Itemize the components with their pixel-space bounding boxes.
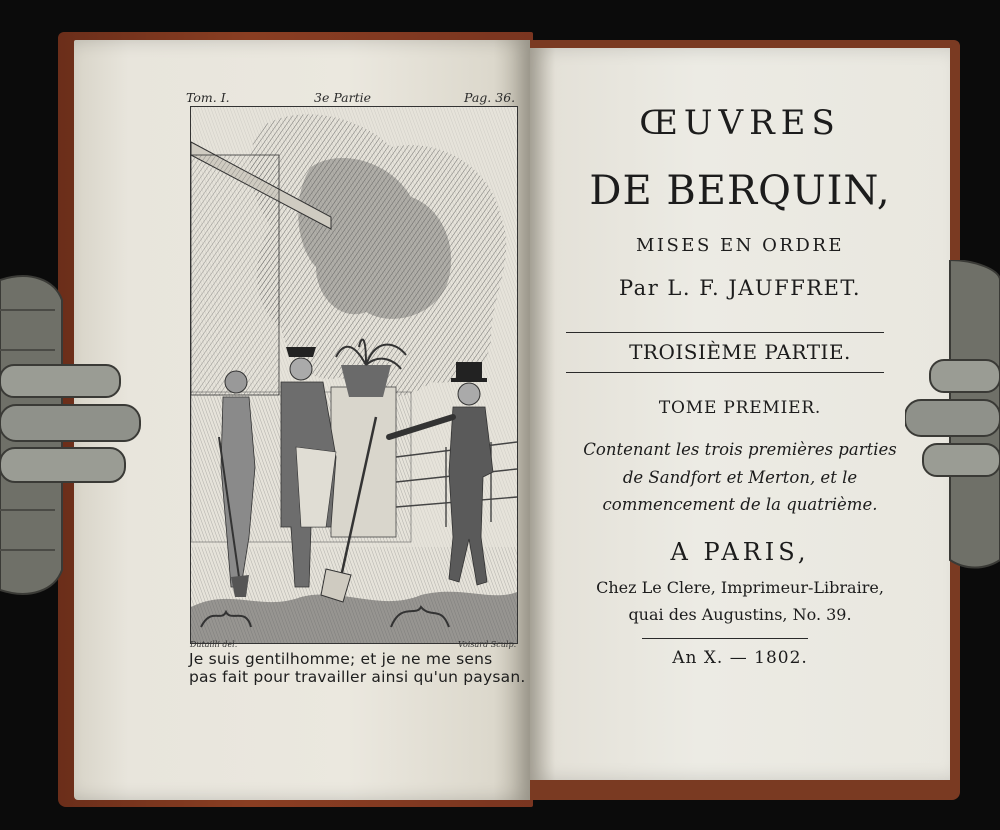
engraver-credit: Voisard Sculp. (458, 640, 517, 649)
rule-top (566, 332, 884, 333)
engraving-illustration (190, 106, 518, 644)
plate-header-page: Pag. 36. (464, 90, 516, 105)
title-section: TROISIÈME PARTIE. (629, 340, 851, 364)
title-oeuvres: ŒUVRES (639, 103, 841, 143)
plate-caption-line2: pas fait pour travailler ainsi qu'un paysan. (189, 668, 526, 686)
title-tome: TOME PREMIER. (658, 398, 822, 418)
plate-header (186, 90, 516, 106)
contents-line2: de Sandfort et Merton, et le (622, 468, 858, 487)
illustrator-credit: Dutailli del. (190, 640, 238, 649)
rule-bottom (566, 372, 884, 373)
imprint-city: A PARIS, (670, 538, 810, 566)
plate-header-partie: 3e Partie (314, 90, 372, 105)
contents-line1: Contenant les trois premières parties (583, 440, 897, 459)
book-clasp-left (0, 270, 145, 600)
rule-imprint (642, 638, 808, 639)
publisher-line1: Chez Le Clere, Imprimeur-Libraire, (596, 578, 884, 597)
title-author: DE BERQUIN, (589, 168, 891, 214)
title-mises-en-ordre: MISES EN ORDRE (635, 235, 845, 256)
plate-header-tome: Tom. I. (186, 90, 230, 105)
title-editor: Par L. F. JAUFFRET. (618, 276, 862, 300)
imprint-date: An X. — 1802. (672, 648, 808, 668)
publisher-line2: quai des Augustins, No. 39. (628, 605, 852, 624)
plate-caption-line1: Je suis gentilhomme; et je ne me sens (189, 650, 493, 668)
book-clasp-right (905, 260, 1000, 570)
contents-line3: commencement de la quatrième. (602, 495, 878, 514)
engraving-scene-image (191, 107, 517, 643)
